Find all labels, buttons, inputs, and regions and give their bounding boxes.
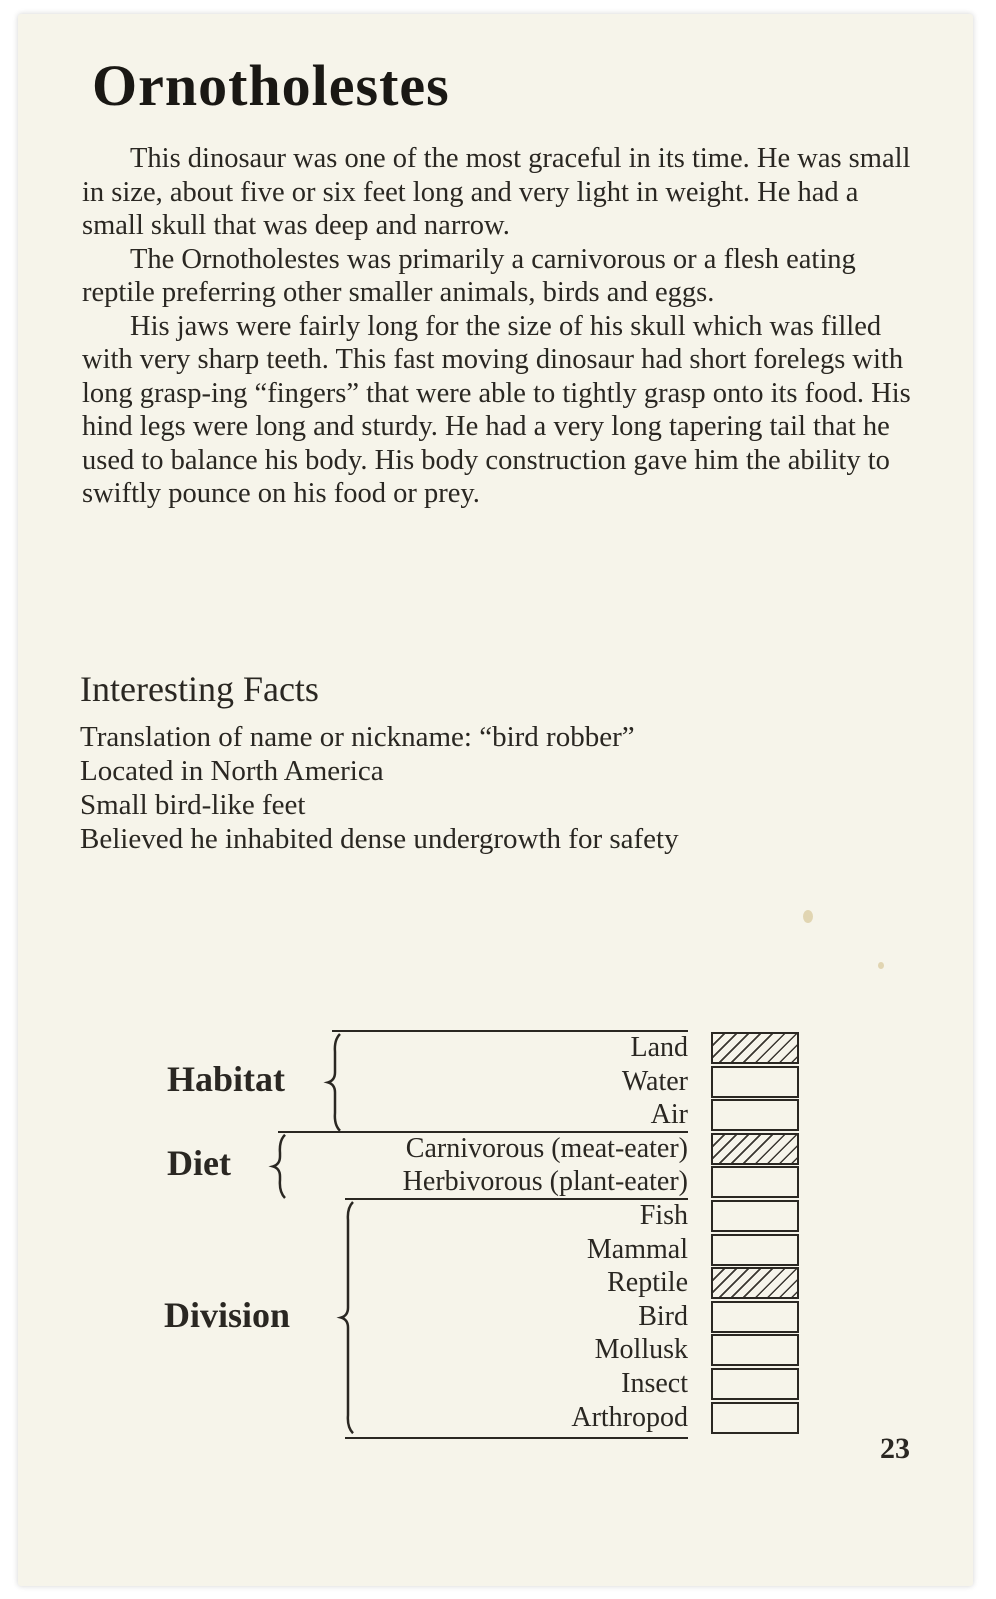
facts-list <box>80 720 679 856</box>
page-stain <box>803 910 813 923</box>
page-stain <box>878 962 884 969</box>
row-label-carnivorous: Carnivorous (meat-eater) <box>405 1132 688 1164</box>
row-label-mammal: Mammal <box>586 1233 688 1265</box>
row-label-herbivorous: Herbivorous (plant-eater) <box>402 1166 688 1198</box>
paragraph: This dinosaur was one of the most graceful in its time. He was small in size, about five or six feet long and very light in weight. He had a small skull that was deep and narrow. <box>82 143 911 241</box>
fact-item: Believed he inhabited dense undergrowth for safety <box>80 823 679 855</box>
row-label-fish: Fish <box>639 1200 688 1231</box>
page-number: 23 <box>880 1432 910 1465</box>
row-label-arthropod: Arthropod <box>571 1401 688 1433</box>
group-label-habitat: Habitat <box>167 1059 286 1100</box>
paragraph: His jaws were fairly long for the size of his skull which was filled with very sharp teeth. This fast moving dinosaur had short forelegs with long grasp-ing “fingers” that were able to tightly grasp onto its food. His hind legs were long and sturdy. He had a very long tapering tail that he used to balance his body. His body construction gave him the ability to swiftly pounce on his food or prey. <box>82 310 911 509</box>
fact-item: Small bird-like feet <box>80 789 306 821</box>
facts-heading: Interesting Facts <box>80 669 319 709</box>
row-label-land: Land <box>630 1032 688 1063</box>
row-label-reptile: Reptile <box>607 1267 688 1299</box>
description <box>82 142 912 511</box>
row-label-bird: Bird <box>638 1300 688 1332</box>
row-label-water: Water <box>621 1065 688 1097</box>
group-label-division: Division <box>164 1294 291 1335</box>
fact-item: Located in North America <box>80 755 384 787</box>
page-title: Ornotholestes <box>92 53 450 118</box>
group-label-diet: Diet <box>167 1143 231 1184</box>
row-label-air: Air <box>650 1099 688 1131</box>
row-label-mollusk: Mollusk <box>594 1334 688 1366</box>
row-label-insect: Insect <box>621 1368 688 1399</box>
fact-item: Translation of name or nickname: “bird robber” <box>80 721 635 753</box>
paragraph: The Ornotholestes was primarily a carnivorous or a flesh eating reptile preferring other smaller animals, birds and eggs. <box>82 243 856 308</box>
